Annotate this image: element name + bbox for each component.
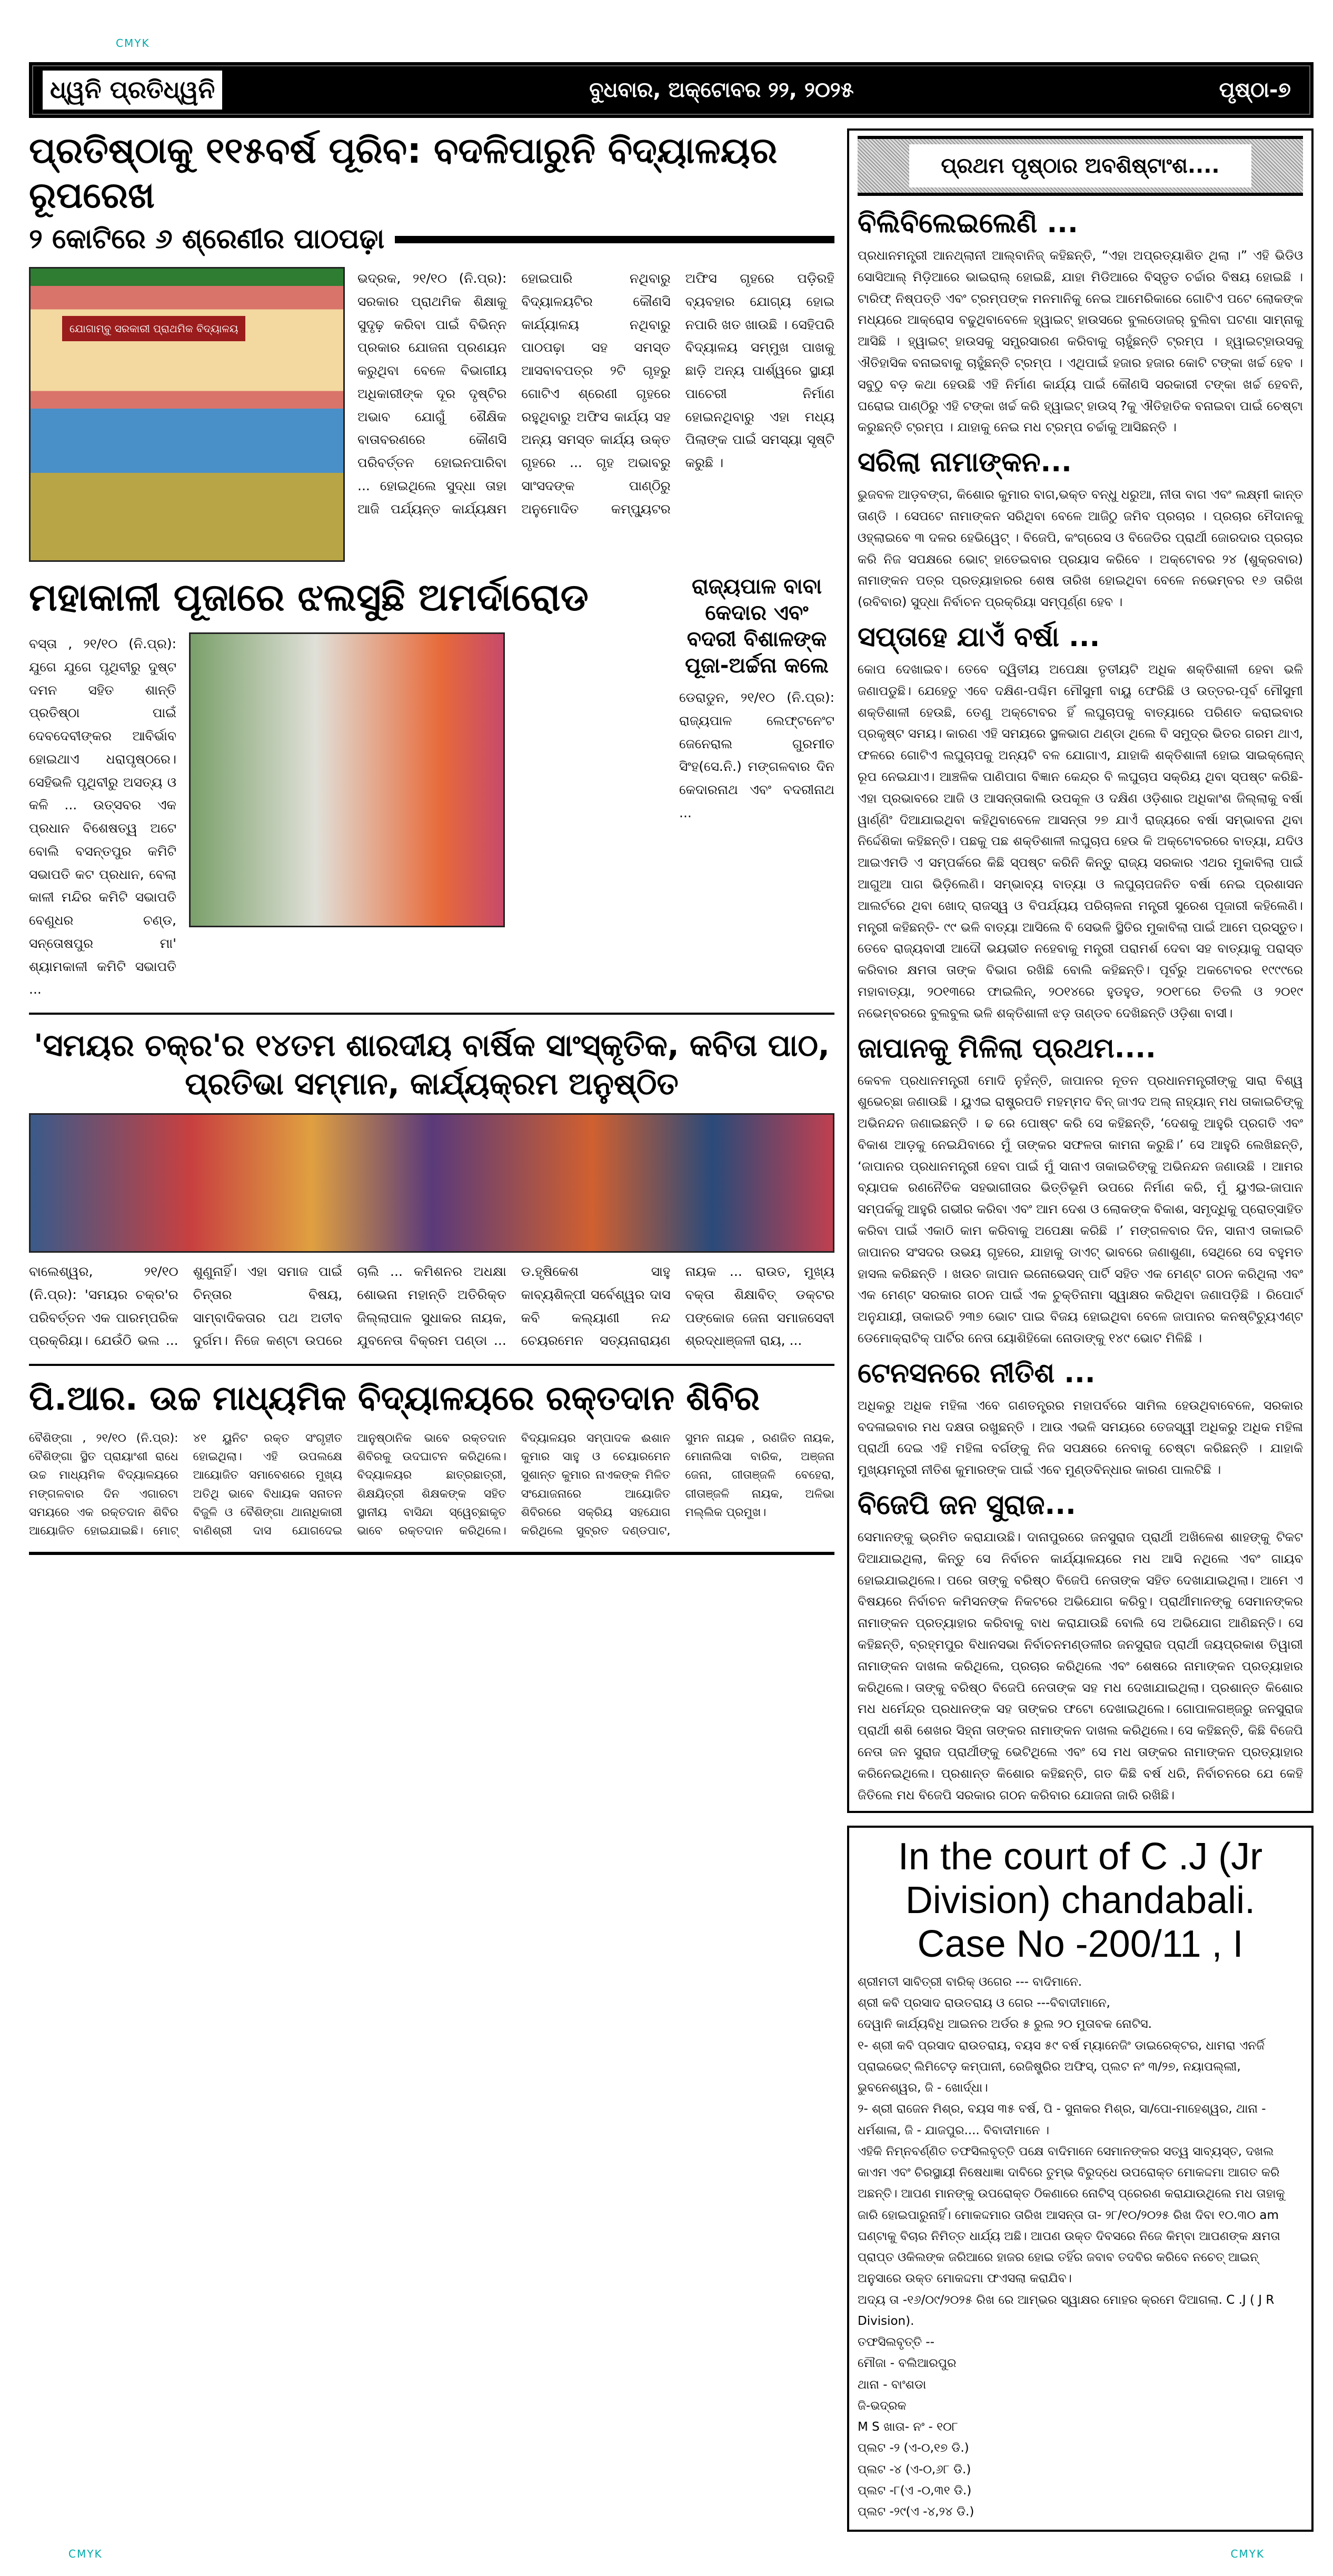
notice-line: ପ୍ଲଟ -୪ (ଏ-୦,୬୮ ଡି.) (858, 2462, 971, 2476)
item-title: ସରିଲା ନାମାଙ୍କନ... (858, 447, 1072, 479)
continued-item (858, 620, 1303, 1024)
item-title: ସପ୍ତାହେ ଯାଏଁ ବର୍ଷା ... (858, 621, 1100, 653)
item-title: ବିଜେପି ଜନ ସୁରାଜ... (858, 1489, 1076, 1521)
page-number: ପୃଷ୍ଠା-୭ (1219, 78, 1291, 102)
notice-line: ୧- ଶ୍ରୀ କବି ପ୍ରସାଦ ରାଉତରାୟ, ବୟସ ୫୯ ବର୍ଷ ମ୍ୟାନେଜିଂ ଡାଇରେକ୍ଟର, ଧାମରା ଏନର୍ଜି ପ୍ରାଇଭେଟ୍ ଲିମିଟେଡ଼ କମ୍ପାନୀ, ରେଜିଷ୍ଟ୍ରିର ଅଫିସ୍, ପ୍ଲଟ ନଂ ୩/୨୭, ନୟାପଲ୍ଲୀ, ଭୁବନେଶ୍ୱର, ଜି - ଖୋର୍ଦ୍ଧା। (858, 2038, 1265, 2095)
masthead (29, 62, 1314, 118)
article-school (29, 128, 834, 562)
bottom-margin (0, 2532, 1333, 2576)
continued-item (858, 445, 1303, 613)
top-margin (0, 0, 1333, 62)
divider (29, 1552, 834, 1555)
court-notice (847, 1826, 1314, 2532)
article-body: ବସ୍ତା , ୨୧/୧୦ (ନି.ପ୍ର): ଯୁଗେ ଯୁଗେ ପୃଥିବୀରୁ ଦୁଷ୍ଟ ଦମନ ସହିତ ଶାନ୍ତି ପ୍ରତିଷ୍ଠା ପାଇଁ ଦେବଦେବୀଙ୍କର ଆବିର୍ଭାବ ହୋଇଥାଏ ଧରାପୃଷ୍ଠରେ। ସେହିଭଳି ପୃଥିବୀରୁ ଅସତ୍ୟ ଓ କଳି ... ଉତ୍ସବର ଏକ ପ୍ରଧାନ ବିଶେଷତ୍ୱ ଅଟେ ବୋଲି ବସନ୍ତପୁର କମିଟି ସଭାପତି କଟ ପ୍ରଧାନ, ବେଲା କାଳୀ ମନ୍ଦିର କମିଟି ସଭାପତି ବେଣୁଧର ଚଣ୍ଡ, ସନ୍ତୋଷପୁର ମା' ଶ୍ୟାମକାଳୀ କମିଟି ସଭାପତି ... (29, 636, 176, 997)
article-body: ବାଲେଶ୍ୱର, ୨୧/୧୦ (ନି.ପ୍ର): 'ସମୟର ଚକ୍ର'ର ପରିବର୍ତ୍ତନ ଏକ ପାରମ୍ପରିକ ପ୍ରକ୍ରିୟା। ଯେଉଁଠି ଭଲ ... ଶୁଣୁନାହିଁ। ଏହା ସମାଜ ପାଇଁ ଚିନ୍ତାର ବିଷୟ, ସାମ୍ବାଦିକତାର ପଥ ଅତୀବ ଦୁର୍ଗମ। ନିଜେ କଣ୍ଟା ଉପରେ ଚାଲି ... କମିଶନର ଅଧକ୍ଷା ଶୋଭନା ମହାନ୍ତି ଅତିରିକ୍ତ ଜିଲ୍ଲାପାଳ ସୁଧାକର ନାୟକ, ଯୁବନେତା ବିକ୍ରମ ପଣ୍ଡା ... ଡ.ହୃଷିକେଶ ସାହୁ କାବ୍ୟଶିଳ୍ପୀ ସର୍ବେଶ୍ୱର ଦାସ କବି କଲ୍ୟାଣୀ ନନ୍ଦ ଚେୟରମେନ ସତ୍ୟନାରାୟଣ ନାୟକ ... ରାଉତ, ମୁଖ୍ୟ ବକ୍ତା ଶିକ୍ଷାବିତ୍ ଡକ୍ଟର ପଙ୍କୋଜ ଜେନା ସମାଜସେବୀ ଶ୍ରଦ୍ଧାଞ୍ଜଳୀ ରାୟ, ... (29, 1264, 834, 1349)
article-samayara-chakra (29, 1026, 834, 1352)
item-text: କେବଳ ପ୍ରଧାନମନ୍ତ୍ରୀ ମୋଦି ନୁହଁନ୍ତି, ଜାପାନର ନୂତନ ପ୍ରଧାନମନ୍ତ୍ରୀଙ୍କୁ ସାରା ବିଶ୍ୱ ଶୁଭେଚ୍ଛା ଜଣାଉଛି । ୟୁଏଇ ରାଷ୍ଟ୍ରପତି ମହମ୍ମଦ ବିନ୍ ଜାଏଦ ଅଲ୍ ନାହ୍ୟାନ୍ ମଧ ତାକାଇଚିଙ୍କୁ ଅଭିନନ୍ଦନ ଜଣାଇଛନ୍ତି । ଢ ରେ ପୋଷ୍ଟ କରି ସେ କହିଛନ୍ତି, ‘ଦେଶକୁ ଆହୁରି ପ୍ରଗତି ଏବଂ ବିକାଶ ଆଡ଼କୁ ନେଇଯିବାରେ ମୁଁ ତାଙ୍କର ସଫଳତା କାମନା କରୁଛି।’ ସେ ଆହୁରି ଲେଖିଛନ୍ତି, ‘ଜାପାନର ପ୍ରଧାନମନ୍ତ୍ରୀ ହେବା ପାଇଁ ମୁଁ ସାନାଏ ତାକାଇଚିଙ୍କୁ ଅଭିନନ୍ଦନ ଜଣାଉଛି । ଆମର ବ୍ୟାପକ ରଣନୈତିକ ସହଭାଗୀତାର ଭିତ୍ତିଭୂମି ଉପରେ ନିର୍ମାଣ କରି, ମୁଁ ୟୁଏଇ-ଜାପାନ ସମ୍ପର୍କକୁ ଆହୁରି ଗଭୀର କରିବା ଏବଂ ଆମ ଦେଶ ଓ ଲୋକଙ୍କ ବିକାଶ, ସମୃଦ୍ଧିକୁ ପ୍ରୋତ୍ସାହିତ କରିବା ପାଇଁ ଏକାଠି କାମ କରିବାକୁ ଅପେକ୍ଷା କରିଛି ।’ ମଙ୍ଗଳବାର ଦିନ, ସାନାଏ ତାକାଇଚି ଜାପାନର ସଂସଦର ଉଭୟ ଗୃହରେ, ଯାହାକୁ ଡାଏଟ୍ ଭାବରେ ଜଣାଶୁଣା, ସେଥିରେ ସେ ବହୁମତ ହାସଲ କରିଛନ୍ତି । ଖଉଚ ଜାପାନ ଇନୋଭେସନ୍ ପାର୍ଟି ସହିତ ଏକ ମେଣ୍ଟ ଗଠନ କରିଥିଲା ଏବଂ ଏକ ମେଣ୍ଟ ସରକାର ଗଠନ ପାଇଁ ଏକ ଚୁକ୍ତିନାମା ସ୍ୱାକ୍ଷର କରିଥିବା ଜଣାପଡ଼ିଛି । ରିପୋର୍ଟ ଅନୁଯାୟୀ, ତାକାଇଚି ୨୩୭ ଭୋଟ ପାଇ ବିଜୟ ହୋଇଥିବା ବେଳେ ଜାପାନର କନଷ୍ଟିଚ୍ୟୁଏଣ୍ଟ ଡେମୋକ୍ରାଟିକ୍ ପାର୍ଟିର ନେତା ୟୋଶିହିକୋ ନୋଡାଙ୍କୁ ୧୪୯ ଭୋଟ ମିଳିଛି । (858, 1073, 1303, 1346)
headline: ରାଜ୍ୟପାଳ ବାବା କେଦାର ଏବଂ ବଦରୀ ବିଶାଳଙ୍କ ପୂଜା-ଅର୍ଚ୍ଚନା କଲେ (685, 574, 829, 678)
notice-line: ଥାନା - ବାଂଶଡା (858, 2377, 927, 2392)
article-governor (679, 573, 834, 825)
notice-line: ଦେୱାନି କାର୍ଯ୍ୟବିଧି ଆଇନର ଅର୍ଡର ୫ ରୁଲ ୨୦ ମୁତାବକ ନୋଟିସ. (858, 2017, 1152, 2032)
print-registration-mark-bottom: CMYK (1230, 2548, 1265, 2561)
item-title: ଟେନସନରେ ନୀତିଶ ... (858, 1357, 1096, 1389)
newspaper-logo: ଧ୍ୱନି ପ୍ରତିଧ୍ୱନି (41, 69, 224, 111)
headline: ମହାକାଳୀ ପୂଜାରେ ଝଲସୁଛି ଅମର୍ଦାରୋଡ (29, 575, 589, 619)
puja-row (29, 573, 834, 1001)
item-title: ଜାପାନକୁ ମିଳିଲା ପ୍ରଥମ.... (858, 1032, 1156, 1064)
item-text: ଭୁଜବଳ ଆଡ଼ବଙ୍ଗ, କିଶୋର କୁମାର ବାଗ,ଭକ୍ତ ବନ୍ଧୁ ଧରୁଆ, ନୀତା ବାଗ ଏବଂ ଲକ୍ଷ୍ମୀ କାନ୍ତ ତାଣ୍ଡି । ସେପଟେ ନାମାଙ୍କନ ସରିଥିବା ବେଳେ ଆଜିଠୁ ଜମିବ ପ୍ରଚାର । ପ୍ରଚାର ମୈଦାନକୁ ଓହ୍ଲାଇବେ ୩ ଦଳର ହେଭିୱେଟ୍ । ବିଜେପି, କଂଗ୍ରେସ ଓ ବିଜେଡିର ପ୍ରାର୍ଥୀ ଜୋରଦାର ପ୍ରଚାର କରି ନିଜ ସପକ୍ଷରେ ଭୋଟ୍ ହାତେଇବାର ପ୍ରୟାସ କରିବେ । ଅକ୍ଟୋବର ୨୪ (ଶୁକ୍ରବାର) ନାମାଙ୍କନ ପତ୍ର ପ୍ରତ୍ୟାହାରର ଶେଷ ତାରିଖ ହୋଇଥିବା ବେଳେ ନଭେମ୍ବର ୧୬ ତାରିଖ (ରବିବାର) ସୁଦ୍ଧା ନିର୍ବାଚନ ପ୍ରକ୍ରିୟା ସମ୍ପୂର୍ଣ୍ଣ ହେବ । (858, 487, 1303, 610)
continued-item (858, 1488, 1303, 1806)
article-mahakali (29, 573, 669, 1001)
continued-banner-text: ପ୍ରଥମ ପୃଷ୍ଠାର ଅବଶିଷ୍ଟାଂଶ.... (909, 144, 1251, 187)
article-body: ଭଦ୍ରକ, ୨୧/୧୦ (ନି.ପ୍ର): ସରକାର ପ୍ରାଥମିକ ଶିକ୍ଷାକୁ ସୁଦୃଢ଼ କରିବା ପାଇଁ ବିଭିନ୍ନ ପ୍ରକାର ଯୋଜନା ପ୍ରଣୟନ କରୁଥିବା ବେଳେ ବିଭାଗୀୟ ଅଧିକାରୀଙ୍କ ଦୂର ଦୃଷ୍ଟିର ଅଭାବ ଯୋଗୁଁ ଶୈକ୍ଷିକ ବାତାବରଣରେ କୌଣସି ପରିବର୍ତ୍ତନ ହୋଇନପାରିବା ... ହୋଇଥିଲେ ସୁଦ୍ଧା ତାହା ଆଜି ପର୍ଯ୍ୟନ୍ତ କାର୍ଯ୍ୟକ୍ଷମ ହୋଇପାରି ନଥିବାରୁ ବିଦ୍ୟାଳୟଟିର କୌଣସି କାର୍ଯ୍ୟାଳୟ ନଥିବାରୁ ପାଠପଢ଼ା ସହ ସମସ୍ତ ଆସବାବପତ୍ର ୨ଟି ଗୃହରୁ ଗୋଟିଏ ଶ୍ରେଣୀ ଗୃହରେ ରହୁଥିବାରୁ ଅଫିସ କାର୍ଯ୍ୟ ସହ ଅନ୍ୟ ସମସ୍ତ କାର୍ଯ୍ୟ ଉକ୍ତ ଗୃହରେ ... ଗୃହ ଅଭାବରୁ ସାଂସଦଙ୍କ ପାଣ୍ଠିରୁ ଅନୁମୋଦିତ କମ୍ପ୍ୟୁଟର ଅଫିସ ଗୃହରେ ପଡ଼ିରହି ବ୍ୟବହାର ଯୋଗ୍ୟ ହୋଇ ନପାରି ଖତ ଖାଉଛି । ସେହିପରି ବିଦ୍ୟାଳୟ ସମ୍ମୁଖ ପାଖକୁ ଛାଡ଼ି ଅନ୍ୟ ପାର୍ଶ୍ୱରେ ସ୍ଥାୟୀ ପାଚେରୀ ନିର୍ମାଣ ହୋଇନଥିବାରୁ ଏହା ମଧ୍ୟ ପିଲାଙ୍କ ପାଇଁ ସମସ୍ୟା ସୃଷ୍ଟି କରୁଛି । (357, 271, 834, 517)
print-registration-mark: CMYK (116, 37, 150, 49)
item-text: ପ୍ରଧାନମନ୍ତ୍ରୀ ଆନଥ୍ଲାନୀ ଆଲ୍ବାନିଜ୍ କହିଛନ୍ତି, “ଏହା ଅପ୍ରତ୍ୟାଶିତ ଥିଲା ।” ଏହି ଭିଡିଓ ସୋସିଆଲ୍ ମିଡ଼ିଆରେ ଭାଇରାଲ୍ ହୋଇଛି, ଯାହା ମିଡିଆରେ ବିସ୍ତୃତ ଚର୍ଚ୍ଚାର ବିଷୟ ହୋଇଛି । ଟାରିଫ୍ ନିଷ୍ପତ୍ତି ଏବଂ ଟ୍ରମ୍ପଙ୍କ ମନମାନିକୁ ନେଇ ଆମେରିକାରେ ଗୋଟିଏ ପଟେ ଲୋକଙ୍କ ମଧ୍ୟରେ ଆକ୍ରୋସ ବଢୁଥିବାବେଳେ ହ୍ୱାଇଟ୍ ହାଉସରେ ବୁଲଡୋଜର୍ ବୁଲିବା ଘଟଣା ସାମ୍ନାକୁ ଆସିଛି । ହ୍ୱାଇଟ୍ ହାଉସକୁ ସମ୍ପ୍ରସାରଣ କରିବାକୁ ଚାହୁଁଛନ୍ତି ଟ୍ରମ୍ପ । ହ୍ୱାଇଟ୍ହାଉସକୁ ଐତିହାସିକ ବନାଇବାକୁ ଚାହୁଁଛନ୍ତି ଟ୍ରମ୍ପ । ଏଥିପାଇଁ ହଜାର ହଜାର କୋଟି ଟଙ୍କା ଖର୍ଚ୍ଚ ହେବ । ସବୁଠୁ ବଡ଼ କଥା ହେଉଛି ଏହି ନିର୍ମାଣ କାର୍ଯ୍ୟ ପାଇଁ କୌଣସି ସରକାରୀ ଟଙ୍କା ଖର୍ଚ୍ଚ ହେବନି, ଘରୋଇ ପାଣ୍ଠିରୁ ଏହି ଟଙ୍କା ଖର୍ଚ୍ଚ କରି ହ୍ୱାଇଟ୍ ହାଉସ୍ ?କୁ ଐତିହାତିକ ବନାଇବା ପାଇଁ ଚେଷ୍ଟା କରୁଛନ୍ତି ଟ୍ରମ୍ପ । ଯାହାକୁ ନେଇ ମଧ ଟ୍ରମ୍ପ ଚର୍ଚ୍ଚାକୁ ଆସିଛନ୍ତି । (858, 248, 1303, 435)
item-text: ସେମାନଙ୍କୁ ଭ୍ରମିତ କରାଯାଉଛି। ଦାନାପୁରରେ ଜନସୁରାଜ ପ୍ରାର୍ଥୀ ଅଖିଳେଶ ଶାହଙ୍କୁ ଟିକଟ ଦିଆଯାଇଥିଲା, କିନ୍ତୁ ସେ ନିର୍ବାଚନ କାର୍ଯ୍ୟାଳୟରେ ମଧ ଆସି ନଥିଲେ ଏବଂ ଗାୟବ ହୋଇଯାଇଥିଲେ। ପରେ ତାଙ୍କୁ ବରିଷ୍ଠ ବିଜେପି ନେତାଙ୍କ ସହିତ ଦେଖାଯାଇଥିଲା। ଆମେ ଏ ବିଷୟରେ ନିର୍ବାଚନ କମିସନଙ୍କ ନିକଟରେ ଅଭିଯୋଗ କରିବୁ। ପ୍ରାର୍ଥୀମାନଙ୍କୁ ସେମାନଙ୍କର ନାମାଙ୍କନ ପ୍ରତ୍ୟାହାର କରିବାକୁ ବାଧ କରାଯାଉଛି ବୋଲି ସେ ଅଭିଯୋଗ ଆଣିଛନ୍ତି। ସେ କହିଛନ୍ତି, ବ୍ରହ୍ମପୁର ବିଧାନସଭା ନିର୍ବାଚନମଣ୍ଡଳୀର ଜନସୁରାଜ ପ୍ରାର୍ଥୀ ଜୟପ୍ରକାଶ ତିୱାରୀ ନାମାଙ୍କନ ଦାଖଲ କରିଥିଲେ, ପ୍ରଚାର କରିଥିଲେ ଏବଂ ଶେଷରେ ନାମାଙ୍କନ ପ୍ରତ୍ୟାହାର କରିଥିଲେ। ତାଙ୍କୁ ବରିଷ୍ଠ ବିଜେପି ନେତାଙ୍କ ସହ ମଧ ଦେଖାଯାଇଥିଲା। ପ୍ରଶାନ୍ତ କିଶୋର ମଧ ଧର୍ମେନ୍ଦ୍ର ପ୍ରଧାନଙ୍କ ସହ ତାଙ୍କର ଫଟୋ ଦେଖାଇଥିଲେ। ଗୋପାଳଗଞ୍ଜରୁ ଜନସୁରାଜ ପ୍ରାର୍ଥୀ ଶଶି ଶେଖର ସିହ୍ନା ତାଙ୍କର ନାମାଙ୍କନ ଦାଖଲ କରିଥିଲେ। ସେ କହିଛନ୍ତି, କିଛି ବିଜେପି ନେତା ଜନ ସୁରାଜ ପ୍ରାର୍ଥୀଙ୍କୁ ଭେଟିଥିଲେ ଏବଂ ସେ ମଧ ତାଙ୍କର ନାମାଙ୍କନ ପ୍ରତ୍ୟାହାର କରିନେଇଥିଲେ। ପ୍ରଶାନ୍ତ କିଶୋର କହିଛନ୍ତି, ଗତ କିଛି ବର୍ଷ ଧରି, ନିର୍ବାଚନରେ ଯେ କେହି ଜିତିଲେ ମଧ ବିଜେପି ସରକାର ଗଠନ କରିବାର ଯୋଜନା ଜାରି ରଖିଛି। (858, 1530, 1303, 1802)
headline: ପି.ଆର. ଉଚ୍ଚ ମାଧ୍ୟମିକ ବିଦ୍ୟାଳୟରେ ରକ୍ତଦାନ ଶିବିର (29, 1379, 760, 1418)
subheadline: ୨ କୋଟିରେ ୬ ଶ୍ରେଣୀର ପାଠପଢ଼ା (29, 223, 385, 255)
school-photo-block (29, 267, 345, 562)
notice-line: ପ୍ଲଟ -୮(ଏ -୦,୩୧ ଡି.) (858, 2483, 972, 2498)
notice-body (858, 1971, 1303, 2523)
notice-line: ଅଦ୍ୟ ତା -୧୬/୦୯/୨୦୨୫ ରିଖ ରେ ଆମ୍ଭର ସ୍ୱାକ୍ଷର ମୋହର କ୍ରମେ ଦିଆଗଲା. C .J ( J R Division). (858, 2293, 1275, 2328)
print-registration-mark-bottom-left: CMYK (68, 2548, 103, 2561)
item-title: ବିଲିବିଲେଇଲେଣି ... (858, 207, 1078, 239)
notice-line: ତଫସିଲବୃତ୍ତି -- (858, 2335, 934, 2350)
notice-line: ଶ୍ରୀମତୀ ସାବିତ୍ରୀ ବାରିକ୍ ଓଗେର --- ବାଦିମାନେ. (858, 1975, 1082, 1989)
right-column (847, 128, 1314, 2532)
notice-line: M S ଖାତା- ନଂ - ୧୦୮ (858, 2420, 958, 2434)
notice-line: ପ୍ଲଟ -୨ (ଏ-୦,୧୭ ଡି.) (858, 2441, 969, 2455)
continued-item (858, 206, 1303, 438)
article-body: ଡେରାଡୁନ, ୨୧/୧୦ (ନି.ପ୍ର): ରାଜ୍ୟପାଳ ଲେଫ୍ଟନେଂଟ ଜେନେରାଲ ଗୁରମୀତ ସିଂହ(ସେ.ନି.) ମଙ୍ଗଳବାର ଦିନ କେଦାରନାଥ ଏବଂ ବଦରୀନାଥ ... (679, 690, 834, 820)
school-photo (29, 267, 345, 562)
notice-line: ୨- ଶ୍ରୀ ରାଜେନ ମିଶ୍ର, ବୟସ ୩୫ ବର୍ଷ, ପି - ସୁନାକର ମିଶ୍ର, ସା/ପୋ-ମାହେଶ୍ୱର, ଥାନା - ଧର୍ମଶାଳା, ଜି - ଯାଜପୁର.... ବିବାଦୀମାନେ । (858, 2102, 1266, 2137)
event-photo (29, 1113, 834, 1253)
divider (395, 236, 834, 243)
puja-photo (189, 632, 505, 927)
notice-line: ଶ୍ରୀ କବି ପ୍ରସାଦ ରାଉତରାୟ ଓ ଗେର ---ବିବାଦୀମାନେ, (858, 1996, 1110, 2010)
notice-line: ଜି-ଭଦ୍ରକ (858, 2399, 907, 2413)
continued-item (858, 1356, 1303, 1481)
notice-line: ଏହିକି ନିମ୍ନବର୍ଣ୍ଣିତ ତଫସିଲବୃତ୍ତି ପକ୍ଷେ ବାଦିମାନେ ସେମାନଙ୍କର ସତ୍ୱ ସାବ୍ୟସ୍ତ, ଦଖଲ କାଏମ ଏବଂ ଚିରସ୍ଥାୟୀ ନିଷେଧାଜ୍ଞା ଦାବିରେ ତୁମ୍ଭ ବିରୁଦ୍ଧେ ଉପରୋକ୍ତ ମୋକଦ୍ଦମା ଆଗତ କରି ଅଛନ୍ତି। ଆପଣ ମାନଙ୍କୁ ଉପରୋକ୍ତ ଠିକଣାରେ ନୋଟିସ୍ ପ୍ରେରଣ କରାଯାଉଥିଲେ ମଧ ତାହାକୁ ଜାରି ହୋଇପାରୁନାହିଁ। ମୋକଦ୍ଦମାର ତାରିଖ ଆସନ୍ତା ତା- ୨୮/୧୦/୨୦୨୫ ରିଖ ଦିବା ୧୦.୩୦ am ଘଣ୍ଟାକୁ ବିଚାର ନିମିତ୍ତ ଧାର୍ଯ୍ୟ ଅଛି। ଆପଣ ଉକ୍ତ ଦିବସରେ ନିଜେ କିମ୍ବା ଆପଣଙ୍କ କ୍ଷମତା ପ୍ରାପ୍ତ ଓକିଲଙ୍କ ଜରିଆରେ ହାଜର ହୋଇ ତହିଁର ଜବାବ ତଦବିର କରିବେ ନଚେତ୍ ଆଇନ୍ ଅନୁସାରେ ଉକ୍ତ ମୋକଦ୍ଦମା ଫଏସଲା କରାଯିବ। (858, 2144, 1285, 2286)
divider (29, 1013, 834, 1015)
divider (29, 1364, 834, 1366)
continued-from-front-page (847, 128, 1314, 1813)
issue-date: ବୁଧବାର, ଅକ୍ଟୋବର ୨୨, ୨୦୨୫ (589, 78, 854, 102)
school-signboard: ଯୋଗାମ୍ବୁ ସରକାରୀ ପ୍ରାଥମିକ ବିଦ୍ୟାଳୟ (62, 316, 245, 341)
left-column (29, 128, 834, 1555)
continued-item (858, 1032, 1303, 1349)
page-content (29, 128, 1314, 2532)
article-body: ବୈଶିଙ୍ଗା , ୨୧/୧୦ (ନି.ପ୍ର): ବୈଶିଙ୍ଗା ସ୍ଥିତ ପ୍ରାୟାଂଶୀ ରାଧେ ଉଚ୍ଚ ମାଧ୍ୟମିକ ବିଦ୍ୟାଳୟରେ ମଙ୍ଗଳବାର ଦିନ ଏଗାରଟା ସମୟରେ ଏକ ରକ୍ତଦାନ ଶିବିର ଆୟୋଜିତ ହୋଇଯାଇଛି। ମୋଟ୍ ୪୧ ୟୁନିଟ ରକ୍ତ ସଂଗୃହୀତ ହୋଇଥିଲା। ଏହି ଉପଲକ୍ଷେ ଆୟୋଜିତ ସମାବେଶରେ ମୁଖ୍ୟ ଅତିଥି ଭାବେ ବିଧାୟକ ସନାତନ ବିଜୁଳି ଓ ବୈଶିଙ୍ଗା ଥାନାଧିକାରୀ ବାଣିଶ୍ରୀ ଦାସ ଯୋଗଦେଇ ଆନୁଷ୍ଠାନିକ ଭାବେ ରକ୍ତଦାନ ଶିବିରକୁ ଉଦଘାଟନ କରିଥିଲେ। ବିଦ୍ୟାଳୟର ଛାତ୍ରଛାତ୍ରୀ, ଶିକ୍ଷୟିତ୍ରୀ ଶିକ୍ଷକଙ୍କ ସହିତ ସ୍ଥାନୀୟ ବାସିନ୍ଦା ସ୍ୱେଚ୍ଛାକୃତ ଭାବେ ରକ୍ତଦାନ କରିଥିଲେ। ବିଦ୍ୟାଳୟର ସମ୍ପାଦକ ଈଶାନ କୁମାର ସାହୁ ଓ ଚେୟାରମେନ ସୁଶାନ୍ତ କୁମାର ନାଏକଙ୍କ ମିଳିତ ସଂଯୋଜନାରେ ଆୟୋଜିତ ଶିବିରରେ ସକ୍ରିୟ ସହଯୋଗ କରିଥିଲେ ସୁବ୍ରତ ଦଣ୍ଡପାଟ, ସୁମନ ନାୟକ , ରଣଜିତ ନାୟକ, ମୋନାଲିସା ବାରିକ, ଅଞ୍ଜନା ଜେନା, ଗୀତାଞ୍ଜଳି ବେହେରା, ଗୀତାଞ୍ଜଳି ନାୟକ, ଅଳିଭା ମଲ୍ଲିକ ପ୍ରମୁଖ। (29, 1432, 834, 1538)
item-text: ଅଧିକରୁ ଅଧିକ ମହିଳା ଏବେ ଗଣତନ୍ତ୍ରର ମହାପର୍ବରେ ସାମିଲ ହେଉଥିବାବେଳେ, ସରକାର ବଦଳାଇବାର ମଧ ଦକ୍ଷତା ରଖୁଛନ୍ତି । ଆଉ ଏଭଳି ସମୟରେ ତେଜସ୍ୱୀ ଅଧିକରୁ ଅଧିକ ମହିଳା ପ୍ରାର୍ଥୀ ଦେଇ ଏହି ମହିଳା ବର୍ଗଙ୍କୁ ନିଜ ସପକ୍ଷରେ ନେବାକୁ ଚେଷ୍ଟା କରିଛନ୍ତି । ଯାହାକି ମୁଖ୍ୟମନ୍ତ୍ରୀ ନୀତିଶ କୁମାରଙ୍କ ପାଇଁ ଏବେ ମୁଣ୍ଡବିନ୍ଧାର କାରଣ ପାଲଟିଛି । (858, 1398, 1303, 1478)
headline: ପ୍ରତିଷ୍ଠାକୁ ୧୧୫ବର୍ଷ ପୂରିବ: ବଦଳିପାରୁନି ବିଦ୍ୟାଳୟର ରୂପରେଖ (29, 130, 778, 216)
notice-title: In the court of C .J (Jr Division) chandabali. Case No -200/11 , I (898, 1836, 1263, 1965)
notice-line: ମୌଜା - ବଲିଆରପୁର (858, 2356, 957, 2371)
continued-banner (858, 136, 1303, 196)
headline: 'ସମୟର ଚକ୍ର'ର ୧୪ତମ ଶାରଦୀୟ ବାର୍ଷିକ ସାଂସ୍କୃତିକ, କବିତା ପାଠ, ପ୍ରତିଭା ସମ୍ମାନ, କାର୍ଯ୍ୟକ୍ରମ ଅନୁଷ୍ଠିତ (34, 1027, 830, 1102)
notice-line: ପ୍ଲଟ -୨୯(ଏ -୪,୨୪ ଡି.) (858, 2505, 974, 2519)
item-text: କୋପ ଦେଖାଇବ। ତେବେ ଦ୍ୱିତୀୟ ଅପେକ୍ଷା ତୃତୀୟଟି ଅଧିକ ଶକ୍ତିଶାଳୀ ହେବା ଭଳି ଜଣାପଡୁଛି। ଯେହେତୁ ଏବେ ଦକ୍ଷିଣ-ପଶ୍ଚିମ ମୌସୁମୀ ବାୟୁ ଫେରିଛି ଓ ଉତ୍ତର-ପୂର୍ବ ମୌସୁମୀ ଶକ୍ତିଶାଳୀ ହେଉଛି, ତେଣୁ ଅକ୍ଟୋବର ହିଁ ଲଘୁଚାପକୁ ବାତ୍ୟାରେ ପରିଣତ କରାଇବାର ପ୍ରକୃଷ୍ଟ ସମୟ। କାରଣ ଏହି ସମୟରେ ସ୍ଥଳଭାଗ ଥଣ୍ଡା ଥିଲେ ବି ସମୁଦ୍ର ଭିତର ଗରମ ଥାଏ, ଫଳରେ ଗୋଟିଏ ଲଘୁଚାପକୁ ଅନ୍ୟଟି ବଳ ଯୋଗାଏ, ଯାହାକି ଶକ୍ତିଶାଳୀ ହୋଇ ସାଇକ୍ଲୋନ୍ ରୂପ ନେଇଯାଏ। ଆଞ୍ଚଳିକ ପାଣିପାଗ ବିଜ୍ଞାନ କେନ୍ଦ୍ର ବି ଲଘୁଚାପ ସକ୍ରିୟ ଥିବା ସ୍ପଷ୍ଟ କରିଛି- ଏହା ପ୍ରଭାବରେ ଆଜି ଓ ଆସନ୍ତାକାଲି ଉପକୂଳ ଓ ଦକ୍ଷିଣ ଓଡ଼ିଶାର ଅଧିକାଂଶ ଜିଲ୍ଲାକୁ ବର୍ଷା ୱାର୍ଣ୍ଣିଂ ଦିଆଯାଇଥିବା କହିଥିବାବେଳେ ଆସନ୍ତା ୨୭ ଯାଏଁ ରାଜ୍ୟରେ ବର୍ଷା ସମ୍ଭାବନା ଥିବା ନିର୍ଦ୍ଦେଶିକା କହିଛନ୍ତି। ପଛକୁ ପଛ ଶକ୍ତିଶାଳୀ ଲଘୁଚାପ ହେଉ କି ଅକ୍ଟୋବରରେ ବାତ୍ୟା, ଯଦିଓ ଆଇଏମଡି ଏ ସମ୍ପର୍କରେ କିଛି ସ୍ପଷ୍ଟ କରିନି କିନ୍ତୁ ରାଜ୍ୟ ସରକାର ଏଥର ମୁକାବିଲା ପାଇଁ ଆଗୁଆ ପାଗ ଭିଡ଼ିଲେଣି। ସମ୍ଭାବ୍ୟ ବାତ୍ୟା ଓ ଲଘୁଚାପଜନିତ ବର୍ଷା ନେଇ ପ୍ରଶାସନ ଆଲର୍ଟରେ ଥିବା ଖୋଦ୍ ରାଜସ୍ୱ ଓ ବିପର୍ଯ୍ୟୟ ପରିଚାଳନା ମନ୍ତ୍ରୀ ସୁରେଶ ପୂଜାରୀ କହିଲେଣି। ମନ୍ତ୍ରୀ କହିଛନ୍ତି- ୯୯ ଭଳି ବାତ୍ୟା ଆସିଲେ ବି ସେଭଳି ସ୍ଥିତିର ମୁକାବିଲା ପାଇଁ ଆମେ ପ୍ରସ୍ତୁତ। ତେବେ ରାଜ୍ୟବାସୀ ଆଦୌ ଭୟଭୀତ ନହେବାକୁ ମନ୍ତ୍ରୀ ପରାମର୍ଶ ଦେବା ସହ ବାତ୍ୟାକୁ ପରାସ୍ତ କରିବାର କ୍ଷମତା ତାଙ୍କ ବିଭାଗ ରଖିଛି ବୋଲି କହିଛନ୍ତି। ପୂର୍ବରୁ ଅକଟୋବର ୧୯୯୯ରେ ମହାବାତ୍ୟା, ୨୦୧୩ରେ ଫାଇଲିନ୍, ୨୦୧୪ରେ ହୁଡହୁଡ, ୨୦୧୮ରେ ତିତଲି ଓ ୨୦୧୯ ନଭେମ୍ବରରେ ବୁଲବୁଲ ଭଳି ଶକ୍ତିଶାଳୀ ଝଡ଼ ତାଣ୍ଡବ ଦେଖିଛନ୍ତି ଓଡ଼ିଶା ବାସୀ। (858, 661, 1303, 1021)
article-blood-donation (29, 1378, 834, 1540)
